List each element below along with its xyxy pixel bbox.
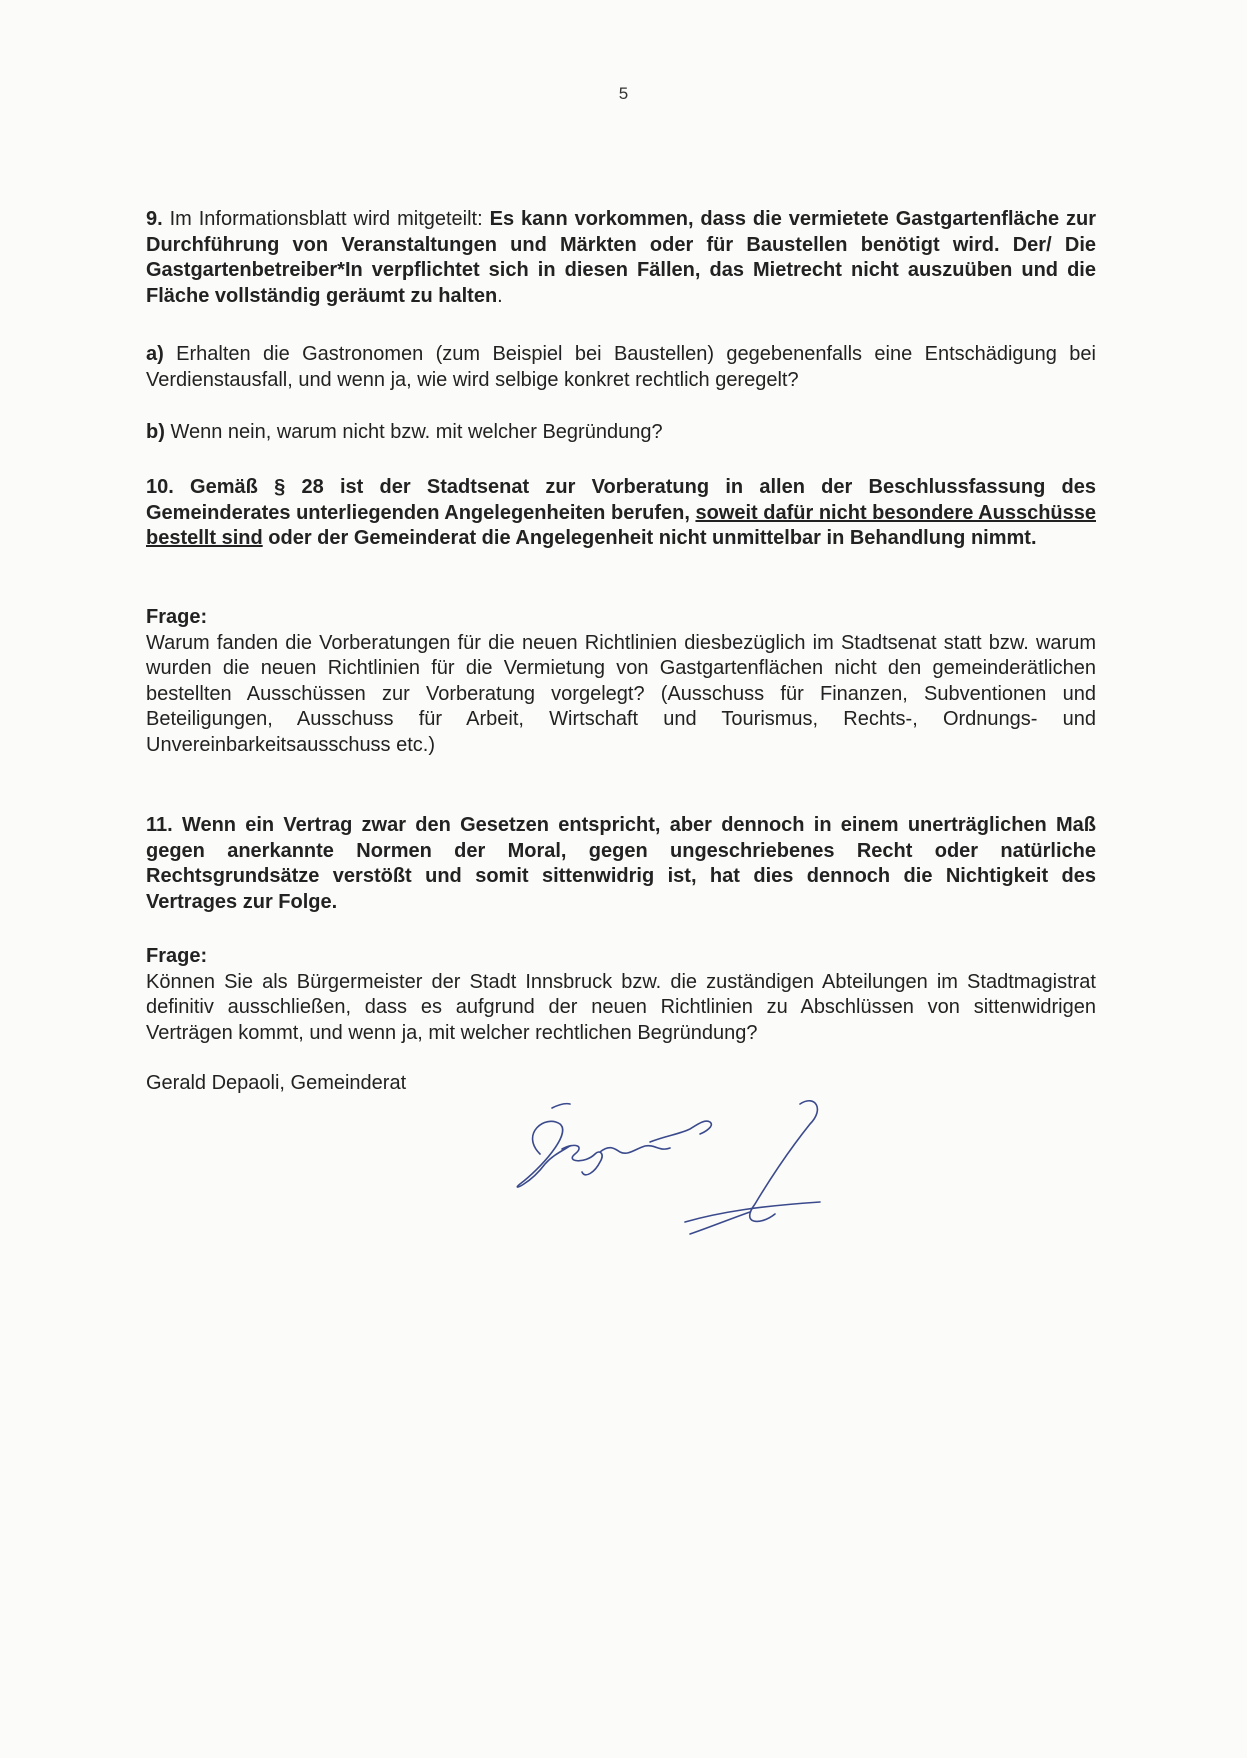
question-10-frage [146,605,1096,758]
q9-end: . [497,284,503,307]
q10-frage-text: Warum fanden die Vorberatungen für die neuen Richtlinien diesbezüglich im Stadtsenat statt bzw. warum wurden die neuen Richtlinien für die Vermietung von Gastgartenflächen nicht den gemeinderätlichen bestellten Ausschüssen zur Vorberatung vorgelegt? (Ausschuss für Finanzen, Subventionen und Beteiligungen, Ausschuss für Arbeit, Wirtschaft und Tourismus, Rechts-, Ordnungs- und Unvereinbarkeitsausschuss etc.) [146,631,1096,756]
q9-quote: Es kann vorkommen, dass die vermietete Gastgartenfläche zur Durchführung von Veranstaltungen und Märkten oder für Baustellen benötigt wird. Der/ Die Gastgartenbetreiber*In verpflichtet sich in diesen Fällen, das Mietrecht nicht auszuüben und die Fläche vollständig geräumt zu halten [146,208,1097,307]
q9a-text: Erhalten die Gastronomen (zum Beispiel bei Baustellen) gegebenenfalls eine Entschädigung bei Verdienstausfall, und wenn ja, wie wird selbige konkret rechtlich geregelt? [146,343,1096,391]
q10-text-2: oder der Gemeinderat die Angelegenheit nicht unmittelbar in Behandlung nimmt. [268,527,1037,549]
q9-intro: Im Informationsblatt wird mitgeteilt: [169,208,483,230]
question-9 [146,207,1096,309]
question-10 [146,475,1096,552]
q10-underlined: soweit dafür nicht besondere Ausschüsse bestellt sind [146,501,1096,549]
page-number: 5 [618,84,629,103]
q9b-text: Wenn nein, warum nicht bzw. mit welcher Begründung? [170,421,663,443]
handwritten-signature [500,1094,880,1244]
q11-frage-label: Frage: [146,945,208,967]
q9-number: 9. [146,208,163,230]
q10-frage-label: Frage: [146,606,208,628]
q11-text: 11. Wenn ein Vertrag zwar den Gesetzen entspricht, aber dennoch in einem unerträglichen Maß gegen anerkannte Normen der Moral, gegen ungeschriebenes Recht oder natürliche Rechtsgrundsätze verstößt und somit sittenwidrig ist, hat dies dennoch die Nichtigkeit des Vertrages zur Folge. [146,814,1096,913]
q9-paragraph [146,207,1096,309]
q9b-label: b) [146,421,165,443]
question-11 [146,813,1096,915]
question-11-frage [146,944,1096,1046]
q9a-label: a) [146,343,164,365]
q10-text-1: 10. Gemäß § 28 ist der Stadtsenat zur Vorberatung in allen der Beschlussfassung des Gemeinderates unterliegenden Angelegenheiten berufen, [146,476,1096,524]
q11-frage-text: Können Sie als Bürgermeister der Stadt Innsbruck bzw. die zuständigen Abteilungen im Stadtmagistrat definitiv ausschließen, dass es aufgrund der neuen Richtlinien zu Abschlüssen von sittenwidrigen Verträgen kommt, und wenn ja, mit welcher rechtlichen Begründung? [146,970,1096,1044]
question-9b [146,420,1096,446]
signature-line: Gerald Depaoli, Gemeinderat [146,1072,407,1094]
question-9a [146,342,1096,393]
